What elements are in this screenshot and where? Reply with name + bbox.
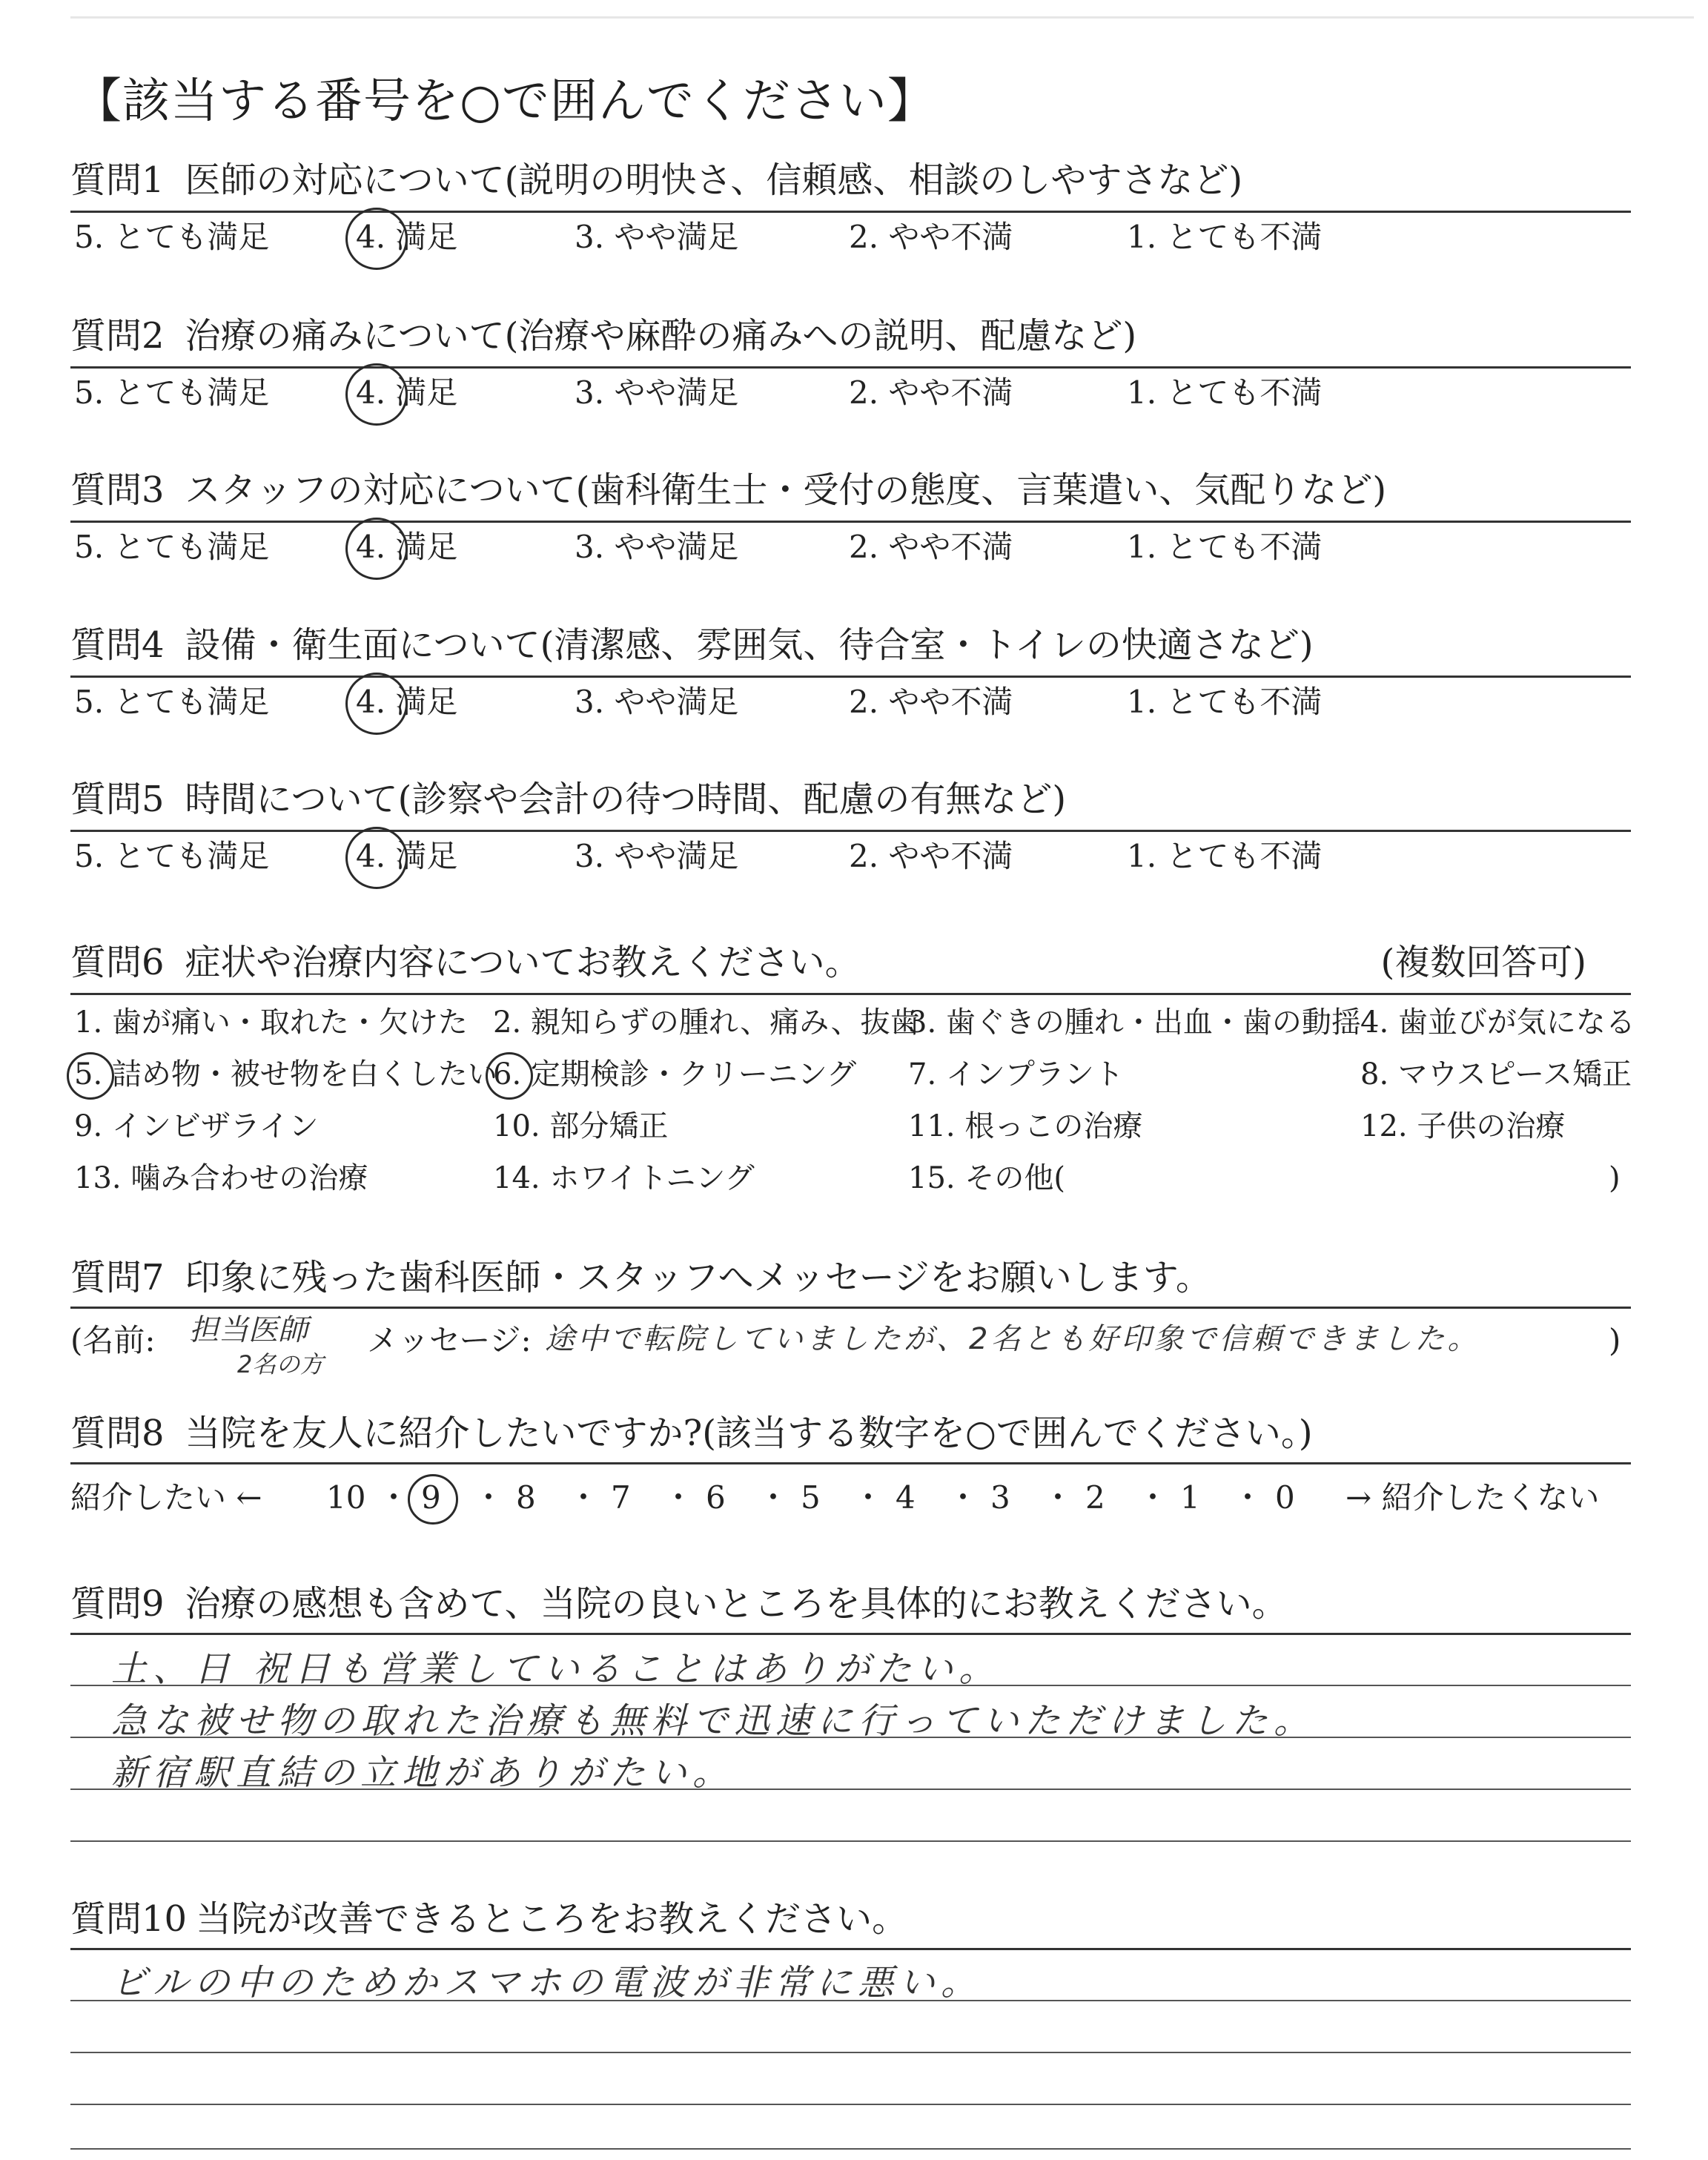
symptom-option-11[interactable]: 11. 根っこの治療 (908, 1109, 1143, 1143)
rating-option-4[interactable]: 4. 満足 (356, 684, 458, 720)
question-7-rule (70, 1307, 1631, 1309)
question-text: 印象に残った歯科医師・スタッフへメッセージをお願いします。 (185, 1257, 1211, 1298)
question-text: スタッフの対応について(歯科衛生士・受付の態度、言葉遣い、気配りなど) (185, 469, 1387, 511)
rating-option-5[interactable]: 5. とても満足 (74, 529, 270, 565)
scale-separator: ・ (663, 1479, 695, 1516)
selection-circle (345, 827, 408, 889)
question-4 (70, 621, 1631, 720)
answer-rule (70, 2104, 1631, 2105)
rating-option-2[interactable]: 2. やや不満 (849, 684, 1013, 720)
symptom-option-2[interactable]: 2. 親知らずの腫れ、痛み、抜歯 (493, 1005, 920, 1040)
rating-option-1[interactable]: 1. とても不満 (1127, 219, 1323, 255)
question-10 (70, 1895, 1631, 1943)
selection-circle (345, 208, 408, 270)
selection-circle (345, 673, 408, 735)
symptom-option-4[interactable]: 4. 歯並びが気になる (1360, 1005, 1635, 1040)
rating-option-4[interactable]: 4. 満足 (356, 219, 458, 255)
question-3 (70, 466, 1631, 565)
symptom-option-9[interactable]: 9. インビザライン (74, 1109, 319, 1143)
name-value[interactable]: 担当医師 (189, 1313, 308, 1347)
question-4-title (70, 621, 1631, 670)
rating-option-5[interactable]: 5. とても満足 (74, 838, 270, 874)
question-text: 症状や治療内容についてお教えください。 (185, 942, 861, 983)
rating-option-4[interactable]: 4. 満足 (356, 529, 458, 565)
question-1-rule (70, 211, 1631, 213)
other-close-paren: ) (1609, 1161, 1621, 1195)
name-value-sub: 2名の方 (237, 1350, 324, 1378)
question-10-rule (70, 1948, 1631, 1950)
selection-circle (486, 1052, 533, 1100)
scale-value-5[interactable]: 5 (801, 1479, 821, 1516)
rating-option-3[interactable]: 3. やや満足 (575, 684, 739, 720)
selection-circle (345, 518, 408, 580)
scale-value-4[interactable]: 4 (896, 1479, 916, 1516)
question-7-title (70, 1253, 1631, 1302)
question-7 (70, 1253, 1631, 1378)
answer-line[interactable]: ビルの中のためかスマホの電波が非常に悪い。 (111, 1962, 983, 2004)
symptom-option-1[interactable]: 1. 歯が痛い・取れた・欠けた (74, 1005, 468, 1040)
question-3-title (70, 466, 1631, 515)
selection-circle (67, 1052, 114, 1100)
question-text: 医師の対応について(説明の明快さ、信頼感、相談のしやすさなど) (185, 159, 1243, 201)
question-8 (70, 1409, 1631, 1516)
rating-option-1[interactable]: 1. とても不満 (1127, 838, 1323, 874)
question-text: 時間について(診察や会計の待つ時間、配慮の有無など) (185, 779, 1067, 820)
scale-value-3[interactable]: 3 (990, 1479, 1010, 1516)
question-2 (70, 311, 1631, 411)
question-number: 質問2 (70, 315, 165, 357)
symptom-option-5[interactable]: 5. 詰め物・被せ物を白くしたい (74, 1057, 497, 1091)
answer-rule (70, 1840, 1631, 1842)
answer-line[interactable]: 新宿駅直結の立地がありがたい。 (111, 1752, 735, 1794)
scale-separator: ・ (1137, 1479, 1169, 1516)
symptom-option-10[interactable]: 10. 部分矯正 (493, 1109, 669, 1143)
question-number: 質問4 (70, 624, 165, 666)
symptom-option-13[interactable]: 13. 噛み合わせの治療 (74, 1161, 368, 1195)
message-value[interactable]: 途中で転院していましたが、2名とも好印象で信頼できました。 (545, 1322, 1480, 1356)
symptom-option-7[interactable]: 7. インプラント (908, 1057, 1124, 1091)
scale-value-9[interactable]: 9 (421, 1479, 441, 1516)
question-text: 治療の感想も含めて、当院の良いところを具体的にお教えください。 (185, 1583, 1288, 1625)
rating-option-3[interactable]: 3. やや満足 (575, 374, 739, 411)
answer-rule (70, 2052, 1631, 2053)
symptom-option-12[interactable]: 12. 子供の治療 (1360, 1109, 1566, 1143)
scale-value-10[interactable]: 10 (326, 1479, 366, 1516)
question-5-title (70, 775, 1631, 824)
question-9-title (70, 1579, 1631, 1628)
scale-value-8[interactable]: 8 (516, 1479, 536, 1516)
question-number: 質問6 (70, 942, 165, 983)
symptom-option-14[interactable]: 14. ホワイトニング (493, 1161, 755, 1195)
question-1 (70, 156, 1631, 255)
question-9-rule (70, 1633, 1631, 1635)
question-2-title (70, 311, 1631, 360)
scale-separator: ・ (1042, 1479, 1074, 1516)
question-8-rule (70, 1462, 1631, 1464)
rating-option-1[interactable]: 1. とても不満 (1127, 374, 1323, 411)
rating-option-3[interactable]: 3. やや満足 (575, 219, 739, 255)
rating-option-3[interactable]: 3. やや満足 (575, 838, 739, 874)
scale-value-2[interactable]: 2 (1085, 1479, 1105, 1516)
rating-option-2[interactable]: 2. やや不満 (849, 529, 1013, 565)
question-1-title (70, 156, 1631, 205)
scale-value-0[interactable]: 0 (1275, 1479, 1295, 1516)
rating-option-3[interactable]: 3. やや満足 (575, 529, 739, 565)
selection-circle (345, 363, 408, 426)
rating-option-5[interactable]: 5. とても満足 (74, 374, 270, 411)
rating-option-2[interactable]: 2. やや不満 (849, 838, 1013, 874)
question-9 (70, 1579, 1631, 1628)
rating-option-5[interactable]: 5. とても満足 (74, 219, 270, 255)
scale-separator: ・ (1232, 1479, 1264, 1516)
question-6-rule (70, 993, 1631, 995)
question-number: 質問1 (70, 159, 165, 201)
message-close: ) (1609, 1322, 1621, 1358)
scale-separator: ・ (473, 1479, 505, 1516)
rating-option-2[interactable]: 2. やや不満 (849, 374, 1013, 411)
question-number: 質問9 (70, 1583, 165, 1625)
question-10-title (70, 1895, 1631, 1943)
question-5 (70, 775, 1631, 874)
rating-option-1[interactable]: 1. とても不満 (1127, 684, 1323, 720)
rating-option-4[interactable]: 4. 満足 (356, 838, 458, 874)
name-label: (名前: (70, 1322, 156, 1358)
rating-option-1[interactable]: 1. とても不満 (1127, 529, 1323, 565)
question-6 (70, 938, 1635, 1195)
question-text: 当院が改善できるところをお教えください。 (196, 1898, 908, 1940)
scale-value-6[interactable]: 6 (706, 1479, 726, 1516)
top-divider (70, 16, 1694, 19)
scale-separator: ・ (853, 1479, 884, 1516)
question-8-title (70, 1409, 1631, 1458)
scale-separator: ・ (758, 1479, 790, 1516)
symptom-option-3[interactable]: 3. 歯ぐきの腫れ・出血・歯の動揺 (908, 1005, 1361, 1040)
symptom-option-6[interactable]: 6. 定期検診・クリーニング (493, 1057, 857, 1091)
question-5-rule (70, 830, 1631, 832)
question-text: 治療の痛みについて(治療や麻酔の痛みへの説明、配慮など) (185, 315, 1137, 357)
question-3-rule (70, 521, 1631, 523)
question-text: 設備・衛生面について(清潔感、雰囲気、待合室・トイレの快適さなど) (185, 624, 1314, 666)
scale-value-1[interactable]: 1 (1180, 1479, 1200, 1516)
selection-circle (408, 1474, 458, 1525)
scale-right-label: → 紹介したくない (1345, 1479, 1600, 1516)
question-number: 質問5 (70, 779, 165, 820)
question-number: 質問7 (70, 1257, 165, 1298)
question-4-rule (70, 676, 1631, 678)
symptom-option-8[interactable]: 8. マウスピース矯正 (1360, 1057, 1632, 1091)
scale-value-7[interactable]: 7 (611, 1479, 631, 1516)
scale-left-label: 紹介したい ← (70, 1479, 262, 1516)
answer-rule (70, 2148, 1631, 2150)
question-number: 質問10 (70, 1898, 188, 1940)
message-label: メッセージ: (367, 1322, 532, 1358)
question-text: 当院を友人に紹介したいですか?(該当する数字を○で囲んでください。) (185, 1413, 1313, 1454)
answer-line[interactable]: 急な被せ物の取れた治療も無料で迅速に行っていただけました。 (111, 1700, 1316, 1742)
symptom-option-15[interactable]: 15. その他( (908, 1161, 1065, 1195)
rating-option-2[interactable]: 2. やや不満 (849, 219, 1013, 255)
instruction-header: 【該当する番号を○で囲んでください】 (74, 74, 936, 129)
referral-scale (70, 1477, 1631, 1519)
question-2-rule (70, 366, 1631, 369)
rating-option-5[interactable]: 5. とても満足 (74, 684, 270, 720)
scale-separator: ・ (378, 1479, 410, 1516)
multiple-answer-note: (複数回答可) (1380, 942, 1586, 983)
scale-separator: ・ (947, 1479, 979, 1516)
question-number: 質問8 (70, 1413, 165, 1454)
question-number: 質問3 (70, 469, 165, 511)
answer-line[interactable]: 土、日 祝日も営業していることはありがたい。 (111, 1648, 1001, 1690)
rating-option-4[interactable]: 4. 満足 (356, 374, 458, 411)
scale-separator: ・ (568, 1479, 600, 1516)
